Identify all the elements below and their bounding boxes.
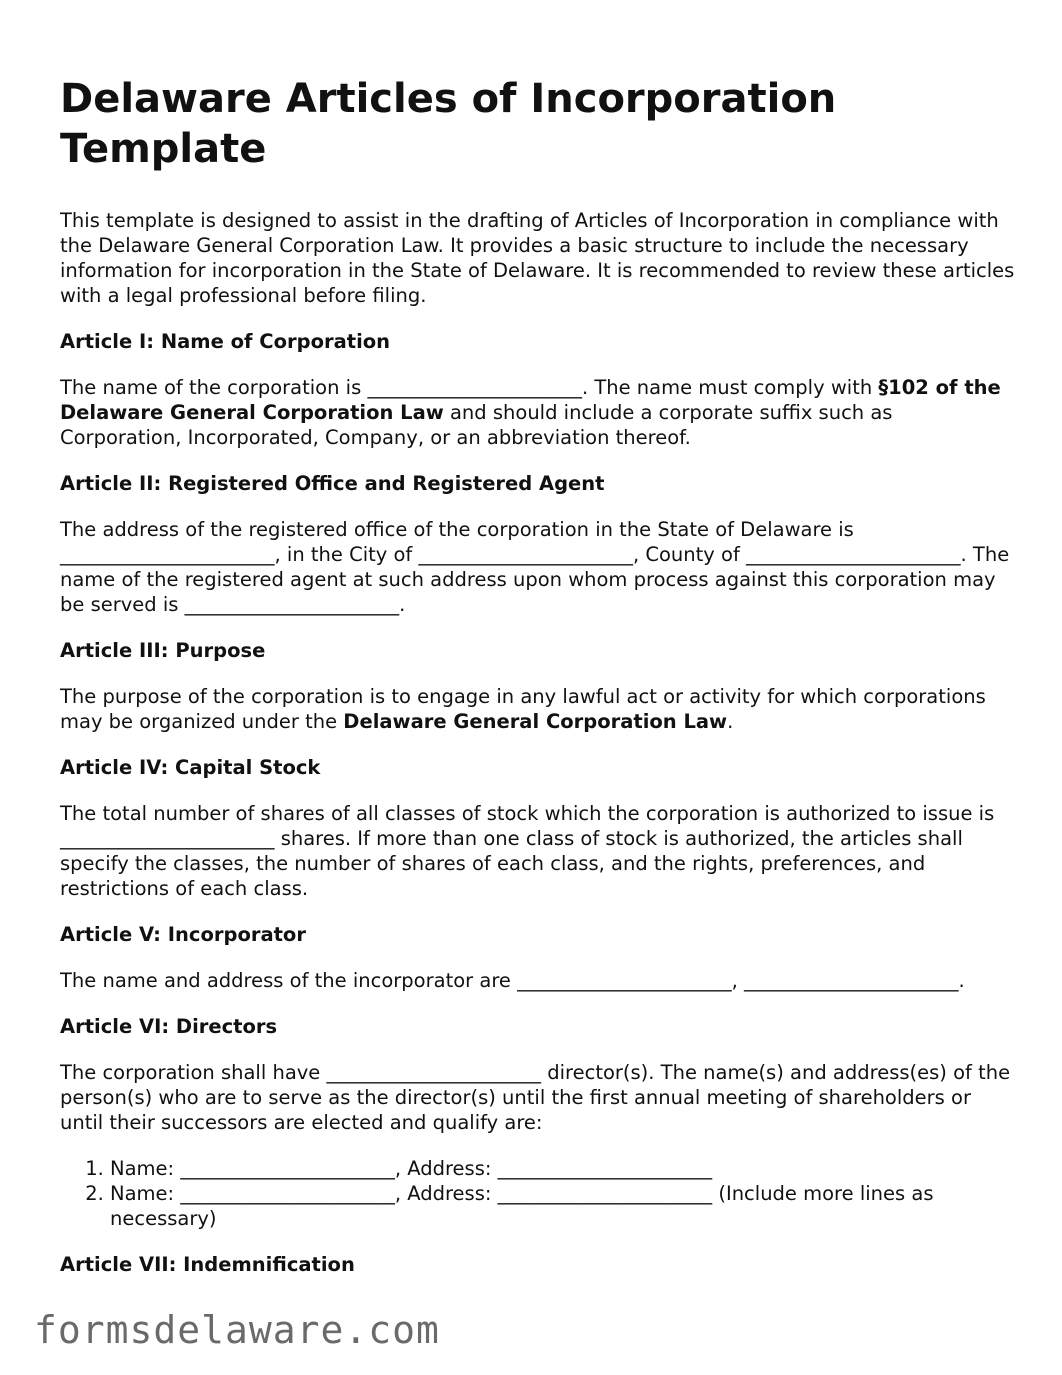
director-name-blank: ______________________ xyxy=(180,1182,395,1205)
article-1-text-b: . The name must comply with xyxy=(581,376,879,399)
incorporator-name-blank: ______________________ xyxy=(517,969,732,992)
list-item xyxy=(110,1156,1020,1181)
director-name-label: Name: xyxy=(110,1157,181,1180)
article-5-heading: Article V: Incorporator xyxy=(60,923,306,946)
director-address-blank: ______________________ xyxy=(497,1157,713,1180)
corporation-name-blank: ______________________ xyxy=(367,376,582,399)
directors-list xyxy=(60,1156,1020,1231)
article-3-text-a: The purpose of the corporation is to engage in any lawful act or activity for which corporations may be organized under the xyxy=(60,685,986,733)
article-1-text-c: and should include a corporate suffix such as Corporation, Incorporated, Company, or an abbreviation thereof. xyxy=(60,401,893,449)
article-4-text xyxy=(60,801,1020,901)
shares-blank: ______________________ xyxy=(60,827,275,850)
director-address-blank: ______________________ xyxy=(497,1182,713,1205)
registered-agent-blank: ______________________ xyxy=(184,593,400,616)
article-5-text-b: , xyxy=(731,969,745,992)
document-page xyxy=(60,74,1020,1298)
intro-paragraph: This template is designed to assist in the drafting of Articles of Incorporation in compliance with the Delaware General Corporation Law. It provides a basic structure to include the necessary information for incorporation in the State of Delaware. It is recommended to review these articles with a legal professional before filing. xyxy=(60,209,1015,307)
incorporator-address-blank: ______________________ xyxy=(744,969,959,992)
article-3-law-reference: Delaware General Corporation Law xyxy=(343,710,728,733)
registered-office-address-blank: ______________________ xyxy=(60,543,275,566)
article-4-text-b: shares. If more than one class of stock is authorized, the articles shall specify the classes, the number of shares of each class, and the rights, preferences, and restrictions of each class. xyxy=(60,827,963,900)
article-2-text xyxy=(60,517,1020,617)
article-5-text-c: . xyxy=(958,969,965,992)
article-2-text-c: , County of xyxy=(632,543,747,566)
article-6-text-b: director(s). The name(s) and address(es) of the person(s) who are to serve as the director(s) until the first annual meeting of shareholders or until their successors are elected and qualify are: xyxy=(60,1061,1011,1134)
city-blank: ______________________ xyxy=(418,543,633,566)
article-1-heading: Article I: Name of Corporation xyxy=(60,330,391,353)
article-2-heading: Article II: Registered Office and Registered Agent xyxy=(60,472,605,495)
director-name-blank: ______________________ xyxy=(180,1157,395,1180)
director-address-label: , Address: xyxy=(394,1182,498,1205)
article-5-text-a: The name and address of the incorporator are xyxy=(60,969,518,992)
article-3-heading: Article III: Purpose xyxy=(60,639,266,662)
article-3-text xyxy=(60,684,1020,734)
article-6-text xyxy=(60,1060,1020,1135)
article-7-heading: Article VII: Indemnification xyxy=(60,1253,355,1276)
article-1-text-a: The name of the corporation is xyxy=(60,376,368,399)
director-line-suffix: (Include more lines as necessary) xyxy=(110,1182,934,1230)
director-address-label: , Address: xyxy=(394,1157,498,1180)
director-count-blank: ______________________ xyxy=(326,1061,542,1084)
list-item xyxy=(110,1181,1020,1231)
page-title: Delaware Articles of Incorporation Template xyxy=(60,76,837,172)
watermark: formsdelaware.com xyxy=(34,1308,440,1352)
article-2-text-a: The address of the registered office of the corporation in the State of Delaware is xyxy=(60,518,854,541)
article-1-text xyxy=(60,375,1020,450)
article-1-law-reference: §102 of the Delaware General Corporation Law xyxy=(60,376,1001,424)
article-2-text-b: , in the City of xyxy=(274,543,419,566)
article-5-text xyxy=(60,968,1020,993)
article-6-text-a: The corporation shall have xyxy=(60,1061,327,1084)
article-4-text-a: The total number of shares of all classes of stock which the corporation is authorized to issue is xyxy=(60,802,995,825)
article-4-heading: Article IV: Capital Stock xyxy=(60,756,321,779)
director-name-label: Name: xyxy=(110,1182,181,1205)
article-3-text-b: . xyxy=(727,710,734,733)
article-2-text-d: . The name of the registered agent at such address upon whom process against this corporation may be served is xyxy=(60,543,1010,616)
article-2-text-e: . xyxy=(399,593,406,616)
county-blank: ______________________ xyxy=(746,543,961,566)
article-6-heading: Article VI: Directors xyxy=(60,1015,278,1038)
